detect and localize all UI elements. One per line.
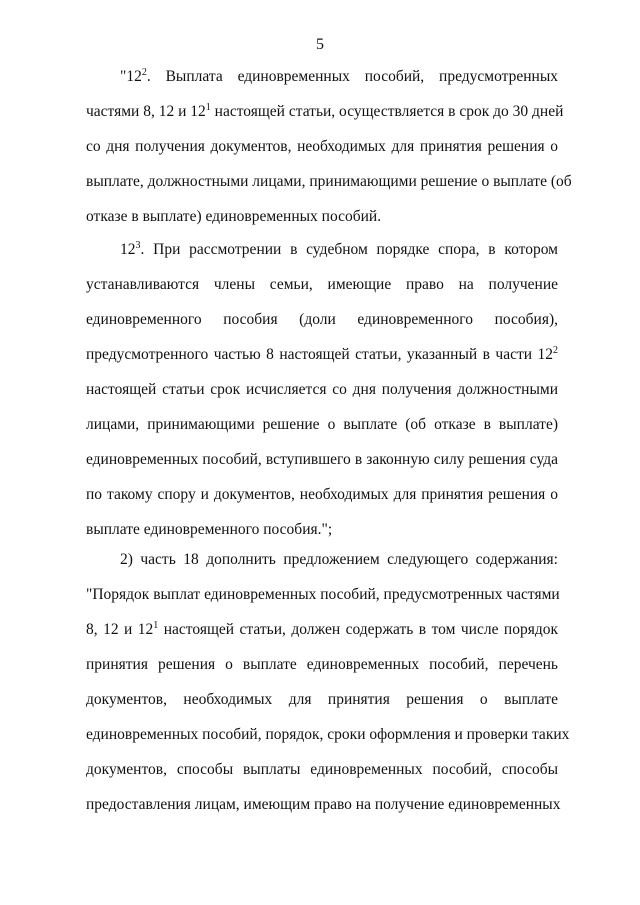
text-line: $12^3$. При рассмотрении в судебном порядке спора, в котором xyxy=(120,240,558,258)
text-line: единовременных пособий, порядок, сроки оформления и проверки таких xyxy=(86,726,570,743)
text-line: со дня получения документов, необходимых для принятия решения о xyxy=(86,138,558,155)
text-line: единовременных пособий, вступившего в законную силу решения суда xyxy=(86,451,558,468)
text-line: "Порядок выплат единовременных пособий, предусмотренных частями xyxy=(86,586,560,603)
text-line: предусмотренного частью 8 настоящей статьи, указанный в части $12^2$ xyxy=(86,345,558,363)
text-line: выплате единовременного пособия."; xyxy=(86,521,333,538)
page-number: 5 xyxy=(316,36,324,53)
text-line: документов, способы выплаты единовременных пособий, способы xyxy=(86,761,558,778)
text-line: 2) часть 18 дополнить предложением следующего содержания: xyxy=(120,551,558,568)
text-line: по такому спору и документов, необходимых для принятия решения о xyxy=(86,486,558,503)
text-line: предоставления лицам, имеющим право на получение единовременных xyxy=(86,796,561,813)
text-line: лицами, принимающими решение о выплате (об отказе в выплате) xyxy=(86,416,558,433)
text-line: "$12^2$. Выплата единовременных пособий, предусмотренных xyxy=(120,67,558,85)
text-line: принятия решения о выплате единовременных пособий, перечень xyxy=(86,656,558,673)
text-line: выплате, должностными лицами, принимающими решение о выплате (об xyxy=(86,173,572,190)
text-line: единовременного пособия (доли единовременного пособия), xyxy=(86,311,558,328)
text-line: настоящей статьи срок исчисляется со дня получения должностными xyxy=(86,381,558,398)
text-line: документов, необходимых для принятия решения о выплате xyxy=(86,691,558,708)
text-line: 8, 12 и $12^1$ настоящей статьи, должен содержать в том числе порядок xyxy=(86,620,558,638)
text-line: частями 8, 12 и $12^1$ настоящей статьи, осуществляется в срок до 30 дней xyxy=(86,102,564,120)
text-line: отказе в выплате) единовременных пособий. xyxy=(86,208,382,225)
text-line: устанавливаются члены семьи, имеющие право на получение xyxy=(86,276,558,293)
